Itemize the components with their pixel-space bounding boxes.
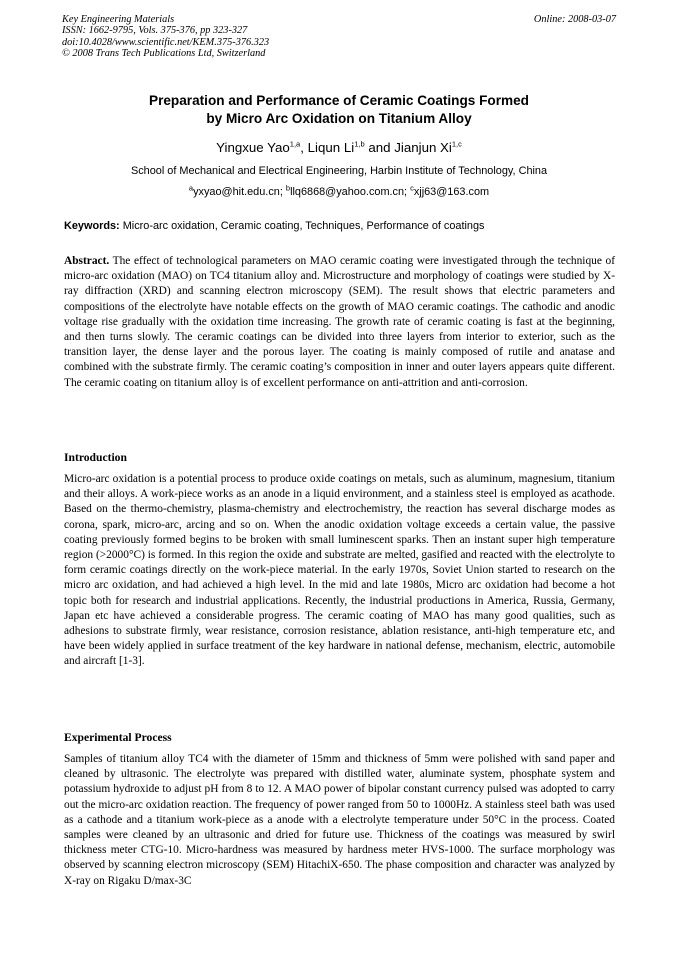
title-line-1: Preparation and Performance of Ceramic Coatings Formed xyxy=(149,93,529,108)
keywords xyxy=(64,220,616,232)
author-1-affil: 1,a xyxy=(289,139,301,149)
email-list xyxy=(0,183,678,198)
copyright-line: © 2008 Trans Tech Publications Ltd, Switzerland xyxy=(62,48,266,60)
author-2: Liqun Li xyxy=(307,140,355,155)
introduction-body: Micro-arc oxidation is a potential process to produce oxide coatings on metals, such as aluminum, magnesium, titanium and their alloys. A work-piece works as an anode in a liquid environment, and a stainless steel is employed as acathode. Based on the thermo-chemistry, plasma-chemistry and electrochemistry, the reaction has several discharge modes as corona, spark, micro-arc, arcing and so on. When the anodic oxidation voltage exceeds a certain value, the passive coating previously formed begins to be broken with small luminescent sparks. Then an instant super high temperature region (>2000°C) is formed. In this region the oxide and substrate are melted, gasified and reacted with the electrolyte to form ceramic coatings directly on the work-piece material. In the early 1970s, Soviet Union started to research on the micro arc oxidation, and had achieved a high level. In the mid and late 1980s, Micro arc oxidation had become a hot topic both for research and industrial applications. Recently, the industrial productions in America, Russia, Germany, Japan etc have achieved a considerable progress. The ceramic coating of MAO has many good qualities, such as adhesions to substrate firmly, wear resistance, corrosion resistance, ablation resistance, anti-high temperature etc, and have been widely applied in surface treatment of the key hardware in national defense, mechanism, electric, automobile and aircraft [1-3]. xyxy=(64,473,615,668)
doi-line: doi:10.4028/www.scientific.net/KEM.375-376.323 xyxy=(62,36,270,48)
author-sep-2: and xyxy=(364,140,395,155)
section-heading-experimental: Experimental Process xyxy=(64,731,172,744)
email-b-marker: b xyxy=(285,183,291,193)
journal-name: Key Engineering Materials xyxy=(62,14,175,25)
issn-line: ISSN: 1662-9795, Vols. 375-376, pp 323-327 xyxy=(62,25,248,37)
keywords-text: Micro-arc oxidation, Ceramic coating, Techniques, Performance of coatings xyxy=(119,220,485,232)
email-a: yxyao@hit.edu.cn; xyxy=(193,186,286,198)
keywords-label: Keywords: xyxy=(64,220,120,232)
abstract xyxy=(64,254,615,391)
section-heading-introduction: Introduction xyxy=(64,451,127,464)
email-c-marker: c xyxy=(410,183,414,193)
abstract-text: The effect of technological parameters on MAO ceramic coating were investigated through the technique of micro-arc oxidation (MAO) on TC4 titanium alloy and. Microstructure and morphology of coatings were studied by X-ray diffraction (XRD) and scanning electron microscopy (SEM). The result shows that electric parameters and compositions of the electrolyte have notable effects on the growth of MAO ceramic coatings. The cathodic and anodic voltage rise gradually with the oxidation time increasing. The growth rate of ceramic coating is fast at the beginning, and then turns slowly. The ceramic coatings can be divided into three layers from interior to exterior, such as the transition layer, the dense layer and the porous layer. The coating is mainly composed of rutile and anatase and combined with the substrate firmly. The ceramic coating’s composition in inner and outer layers appears quite different. The ceramic coating on titanium alloy is of excellent performance on anti-attrition and anti-corrosion. xyxy=(64,255,615,389)
email-c: xjj63@163.com xyxy=(413,186,490,198)
online-date: Online: 2008-03-07 xyxy=(533,14,616,25)
experimental-body: Samples of titanium alloy TC4 with the diameter of 15mm and thickness of 5mm were polished with sand paper and cleaned by ultrasonic. The electrolyte was prepared with distilled water, aluminate system, phosphate system and potassium hydroxide to adjust pH from 8 to 12. A MAO power of bipolar constant currency pulsed was adopted to carry out the micro-arc oxidation reaction. The frequency of power ranged from 50 to 1000Hz. A stainless steel bath was used as a cathode and a titanium work-piece as a anode with a electrolyte temperature under 50°C in the process. Coated samples were cleaned by an ultrasonic and dried for future use. Thickness of the coatings was measured by swirl thickness meter CTG-10. Micro-hardness was measured by hardness meter HVS-1000. The surface morphology was observed by scanning electron microscopy (SEM) HitachiX-650. The phase composition and character was analyzed by X-ray on Rigaku D/max-3C xyxy=(64,753,615,887)
affiliation: School of Mechanical and Electrical Engineering, Harbin Institute of Technology, China xyxy=(130,165,548,177)
email-a-marker: a xyxy=(188,183,194,193)
author-1: Yingxue Yao xyxy=(216,140,290,155)
email-b: llq6868@yahoo.com.cn; xyxy=(290,186,411,198)
author-sep-1: , xyxy=(300,140,308,155)
paper-title xyxy=(0,92,678,127)
running-header xyxy=(62,14,616,60)
author-list xyxy=(0,140,678,155)
author-2-affil: 1,b xyxy=(354,139,365,149)
title-line-2: by Micro Arc Oxidation on Titanium Alloy xyxy=(206,110,472,126)
author-3: Jianjun Xi xyxy=(394,140,452,155)
author-3-affil: 1,c xyxy=(451,139,462,149)
abstract-label: Abstract. xyxy=(64,255,110,267)
